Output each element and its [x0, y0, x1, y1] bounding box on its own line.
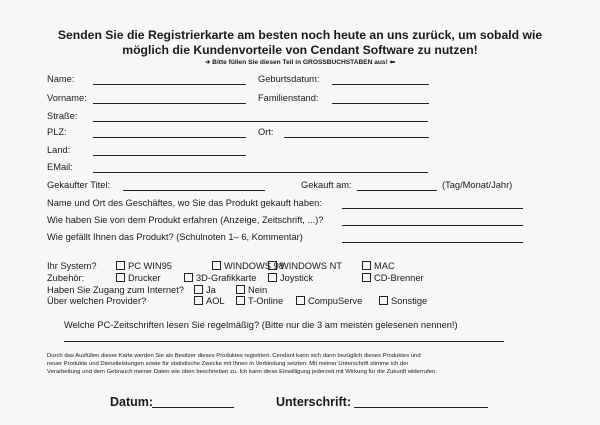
name-label: Name:: [47, 74, 75, 84]
option-label: MAC: [374, 261, 395, 271]
unterschrift-field[interactable]: [354, 407, 488, 408]
zubehoer-option[interactable]: [184, 273, 256, 283]
name-field[interactable]: [93, 84, 246, 85]
checkbox[interactable]: [184, 273, 193, 282]
checkbox[interactable]: [194, 296, 203, 305]
option-label: T-Online: [248, 296, 284, 306]
provider-option[interactable]: [236, 296, 283, 306]
checkbox[interactable]: [116, 273, 125, 282]
checkbox[interactable]: [362, 261, 371, 270]
option-label: PC WIN95: [128, 261, 172, 271]
gefallen-field[interactable]: [342, 242, 523, 243]
option-label: Drucker: [128, 273, 161, 283]
system-option[interactable]: [116, 261, 172, 271]
system-option[interactable]: [362, 261, 395, 271]
erfahren-field[interactable]: [342, 225, 523, 226]
option-label: Ja: [206, 285, 216, 295]
option-label: Sonstige: [391, 296, 428, 306]
header-line-2: möglich die Kundenvorteile von Cendant Software zu nutzen!: [122, 43, 478, 57]
zubehoer-option[interactable]: [116, 273, 161, 283]
strasse-field[interactable]: [93, 121, 428, 122]
instruction-text: ➔ Bitte füllen Sie diesen Teil in GROSSBUCHSTABEN aus! ⬅: [204, 59, 396, 66]
geburtsdatum-label: Geburtsdatum:: [258, 74, 320, 84]
fineprint-line-1: Durch das Ausfüllen dieser Karte werden Sie als Besitzer dieses Produktes registriert. Cendant kann sich dann bezüglich dieses Produktes und: [47, 353, 421, 359]
datum-field[interactable]: [152, 407, 234, 408]
checkbox[interactable]: [116, 261, 125, 270]
checkbox[interactable]: [268, 273, 277, 282]
gefallen-question: Wie gefällt Ihnen das Produkt? (Schulnoten 1– 6, Kommentar): [47, 232, 303, 242]
geschaeft-field[interactable]: [342, 208, 523, 209]
ort-label: Ort:: [258, 127, 274, 137]
unterschrift-label: Unterschrift:: [276, 395, 352, 409]
checkbox[interactable]: [362, 273, 371, 282]
ort-field[interactable]: [284, 137, 429, 138]
geschaeft-question: Name und Ort des Geschäftes, wo Sie das Produkt gekauft haben:: [47, 198, 322, 208]
email-field[interactable]: [93, 172, 428, 173]
checkbox[interactable]: [379, 296, 388, 305]
option-label: WINDOWS 98: [224, 261, 284, 271]
provider-label: Über welchen Provider?: [47, 296, 147, 306]
option-label: AOL: [206, 296, 225, 306]
option-label: Nein: [248, 285, 268, 295]
checkbox[interactable]: [296, 296, 305, 305]
fineprint-line-2: neuer Produkte und Dienstleistungen sowie für statistische Zwecke mit Ihnen in Verbindung setzten. Mit meiner Unterschrift stimme ich der: [47, 361, 409, 367]
zubehoer-option[interactable]: [362, 273, 424, 283]
land-label: Land:: [47, 145, 71, 155]
provider-option[interactable]: [194, 296, 225, 306]
system-option[interactable]: [268, 261, 342, 271]
geburtsdatum-field[interactable]: [332, 84, 429, 85]
gekaufter-titel-label: Gekaufter Titel:: [47, 180, 111, 190]
zubehoer-label: Zubehör:: [47, 273, 85, 283]
option-label: CompuServe: [308, 296, 363, 306]
internet-option[interactable]: [236, 285, 267, 295]
zubehoer-option[interactable]: [268, 273, 313, 283]
plz-label: PLZ:: [47, 127, 67, 137]
checkbox[interactable]: [212, 261, 221, 270]
provider-option[interactable]: [296, 296, 362, 306]
option-label: WINDOWS NT: [280, 261, 342, 271]
land-field[interactable]: [93, 155, 246, 156]
fineprint-line-3: Verarbeitung und dem Gebrauch meiner Daten wie oben beschrieben zu. Ich kann diese Einwilligung jederzeit mit Wirkung für die Zukunft widerrufen.: [47, 369, 437, 375]
email-label: EMail:: [47, 162, 73, 172]
datum-format-hint: (Tag/Monat/Jahr): [442, 180, 513, 190]
internet-label: Haben Sie Zugang zum Internet?: [47, 285, 184, 295]
provider-option[interactable]: [379, 296, 427, 306]
header-line-1: Senden Sie die Registrierkarte am besten noch heute an uns zurück, um sobald wie: [57, 28, 543, 42]
option-label: 3D-Grafikkarte: [196, 273, 257, 283]
checkbox[interactable]: [236, 285, 245, 294]
familienstand-field[interactable]: [332, 103, 429, 104]
gekauft-am-label: Gekauft am:: [301, 180, 352, 190]
datum-label: Datum:: [110, 395, 154, 409]
zeitschriften-field[interactable]: [64, 341, 504, 342]
gekaufter-titel-field[interactable]: [123, 190, 265, 191]
gekauft-am-field[interactable]: [357, 190, 437, 191]
option-label: Joystick: [280, 273, 314, 283]
option-label: CD-Brenner: [374, 273, 424, 283]
familienstand-label: Familienstand:: [258, 93, 319, 103]
erfahren-question: Wie haben Sie von dem Produkt erfahren (Anzeige, Zeitschrift, ...)?: [47, 215, 324, 225]
checkbox[interactable]: [236, 296, 245, 305]
internet-option[interactable]: [194, 285, 216, 295]
checkbox[interactable]: [268, 261, 277, 270]
system-label: Ihr System?: [47, 261, 97, 271]
checkbox[interactable]: [194, 285, 203, 294]
strasse-label: Straße:: [47, 111, 78, 121]
zeitschriften-question: Welche PC-Zeitschriften lesen Sie regelmäßig? (Bitte nur die 3 am meisten gelesenen nennen!): [64, 320, 458, 330]
vorname-field[interactable]: [93, 103, 246, 104]
plz-field[interactable]: [93, 137, 246, 138]
vorname-label: Vorname:: [47, 93, 87, 103]
